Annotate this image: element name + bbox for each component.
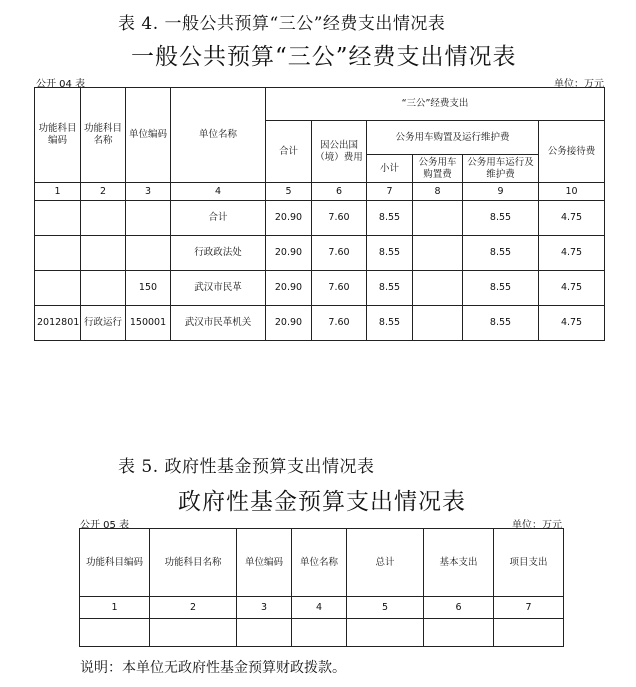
cell-car-purchase: [413, 271, 463, 306]
cell-func-name: 行政运行: [81, 306, 126, 341]
table5-unit: 单位：万元: [512, 520, 562, 531]
col-number: 1: [80, 597, 150, 619]
col-number: 3: [126, 183, 171, 201]
header-basic-expense: 基本支出: [424, 529, 494, 597]
header-car-purchase: 公务用车购置费: [413, 155, 463, 183]
table-row: [35, 236, 605, 271]
cell-subtotal: 8.55: [367, 306, 413, 341]
header-reception: 公务接待费: [539, 121, 605, 183]
table4-code: 公开 04 表: [36, 79, 86, 90]
cell-car-operation: 8.55: [463, 236, 539, 271]
table5-code: 公开 05 表: [80, 520, 130, 531]
cell-car-operation: 8.55: [463, 201, 539, 236]
table5-title: 政府性基金预算支出情况表: [178, 489, 466, 515]
table4-unit: 单位：万元: [554, 79, 604, 90]
header-unit-code: 单位编码: [126, 88, 171, 183]
cell-abroad: 7.60: [312, 236, 367, 271]
footnote: 说明：本单位无政府性基金预算财政拨款。: [80, 660, 346, 676]
col-number: 7: [494, 597, 564, 619]
header-abroad: 因公出国（境）费用: [312, 121, 367, 183]
header-func-name: 功能科目名称: [150, 529, 237, 597]
cell-func-code: [35, 236, 81, 271]
cell-unit-name: 武汉市民革机关: [171, 306, 266, 341]
cell-func-code: 2012801: [35, 306, 81, 341]
header-unit-code: 单位编码: [237, 529, 292, 597]
col-number: 8: [413, 183, 463, 201]
cell-car-operation: 8.55: [463, 306, 539, 341]
col-number: 1: [35, 183, 81, 201]
col-number: 4: [292, 597, 347, 619]
header-unit-name: 单位名称: [292, 529, 347, 597]
table4: [34, 87, 605, 341]
header-func-name: 功能科目名称: [81, 88, 126, 183]
cell-func-name: [81, 236, 126, 271]
cell-abroad: 7.60: [312, 201, 367, 236]
cell-unit-code: [126, 236, 171, 271]
cell-reception: 4.75: [539, 306, 605, 341]
cell-unit-name: 行政政法处: [171, 236, 266, 271]
table4-title: 一般公共预算“三公”经费支出情况表: [131, 44, 517, 70]
cell-unit-name: 合计: [171, 201, 266, 236]
table5-caption: 表 5. 政府性基金预算支出情况表: [118, 457, 375, 477]
cell-abroad: 7.60: [312, 271, 367, 306]
col-number: 6: [312, 183, 367, 201]
header-total: 合计: [266, 121, 312, 183]
cell-total: 20.90: [266, 201, 312, 236]
col-number: 10: [539, 183, 605, 201]
col-number: 2: [150, 597, 237, 619]
col-number: 2: [81, 183, 126, 201]
cell-subtotal: 8.55: [367, 201, 413, 236]
empty-cell: [347, 619, 424, 647]
cell-total: 20.90: [266, 236, 312, 271]
cell-subtotal: 8.55: [367, 271, 413, 306]
empty-cell: [494, 619, 564, 647]
cell-total: 20.90: [266, 271, 312, 306]
col-number: 5: [347, 597, 424, 619]
header-car-group: 公务用车购置及运行维护费: [367, 121, 539, 155]
cell-func-code: [35, 201, 81, 236]
cell-car-purchase: [413, 201, 463, 236]
header-func-code: 功能科目编码: [80, 529, 150, 597]
cell-subtotal: 8.55: [367, 236, 413, 271]
col-number: 3: [237, 597, 292, 619]
header-unit-name: 单位名称: [171, 88, 266, 183]
col-number: 9: [463, 183, 539, 201]
header-car-operation: 公务用车运行及维护费: [463, 155, 539, 183]
empty-cell: [424, 619, 494, 647]
col-number: 5: [266, 183, 312, 201]
cell-abroad: 7.60: [312, 306, 367, 341]
cell-unit-code: [126, 201, 171, 236]
cell-car-purchase: [413, 306, 463, 341]
cell-reception: 4.75: [539, 201, 605, 236]
cell-total: 20.90: [266, 306, 312, 341]
cell-reception: 4.75: [539, 271, 605, 306]
header-sangong-group: “三公”经费支出: [266, 88, 605, 121]
cell-func-name: [81, 201, 126, 236]
col-number: 4: [171, 183, 266, 201]
empty-cell: [150, 619, 237, 647]
table5: [79, 528, 564, 647]
cell-car-operation: 8.55: [463, 271, 539, 306]
cell-func-code: [35, 271, 81, 306]
empty-cell: [237, 619, 292, 647]
header-total: 总计: [347, 529, 424, 597]
cell-unit-code: 150: [126, 271, 171, 306]
table-row: [35, 306, 605, 341]
empty-cell: [80, 619, 150, 647]
header-project-expense: 项目支出: [494, 529, 564, 597]
col-number: 6: [424, 597, 494, 619]
header-subtotal: 小计: [367, 155, 413, 183]
cell-func-name: [81, 271, 126, 306]
table4-caption: 表 4. 一般公共预算“三公”经费支出情况表: [118, 14, 446, 34]
cell-reception: 4.75: [539, 236, 605, 271]
col-number: 7: [367, 183, 413, 201]
empty-cell: [292, 619, 347, 647]
cell-car-purchase: [413, 236, 463, 271]
table-row: [80, 619, 564, 647]
cell-unit-code: 150001: [126, 306, 171, 341]
cell-unit-name: 武汉市民革: [171, 271, 266, 306]
header-func-code: 功能科目编码: [35, 88, 81, 183]
table-row: [35, 201, 605, 236]
table-row: [35, 271, 605, 306]
